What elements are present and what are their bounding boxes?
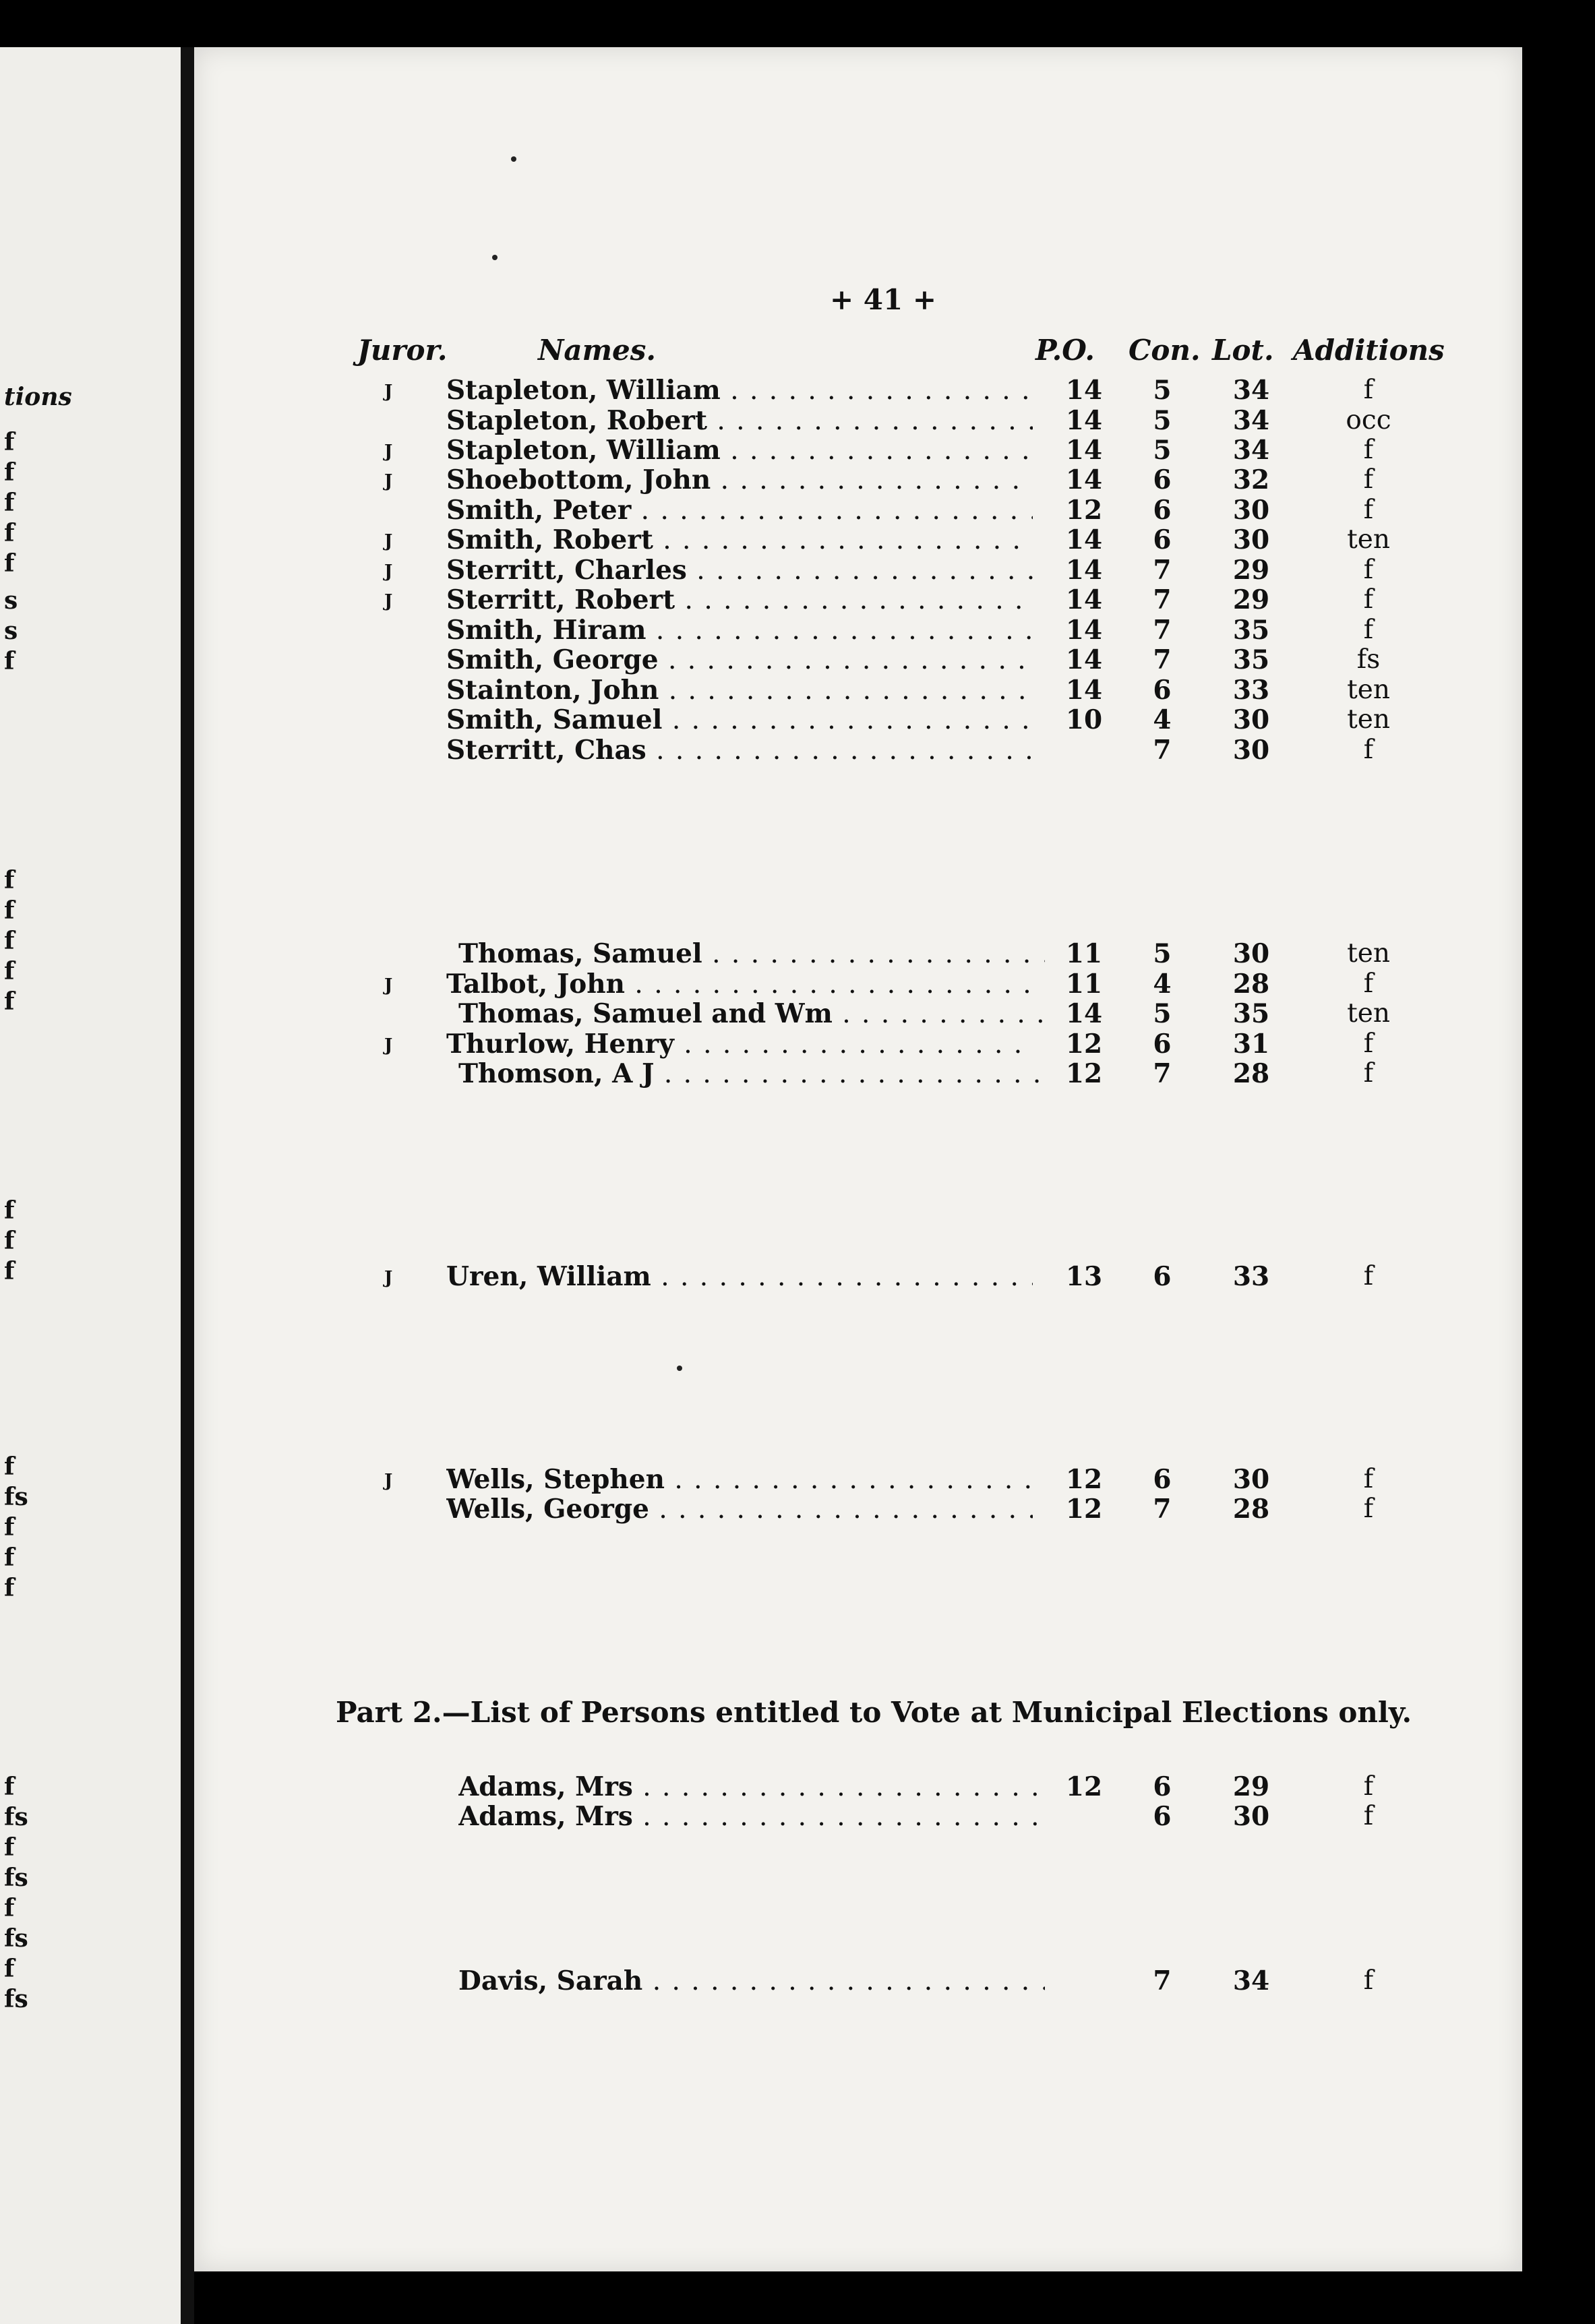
voter-name: Smith, Samuel . . . — [446, 704, 1033, 735]
speck — [511, 156, 516, 162]
table-row — [0, 998, 1595, 1029]
concession: 6 — [1153, 495, 1172, 526]
part2-title: Part 2.—List of Persons entitled to Vote at Municipal Elections only. — [336, 1696, 1412, 1729]
concession: 7 — [1153, 584, 1172, 615]
additions-code: f — [1363, 1771, 1374, 1802]
additions-code: f — [1363, 464, 1374, 495]
post-office: 13 — [1065, 1261, 1103, 1292]
left-page-mark: f — [4, 987, 15, 1016]
juror-mark: J — [384, 1035, 393, 1056]
table-row — [0, 375, 1595, 406]
post-office: 11 — [1065, 938, 1103, 969]
left-page-mark: f — [4, 1955, 15, 1983]
post-office: 14 — [1065, 644, 1103, 675]
table-row — [0, 1965, 1595, 1996]
post-office: 14 — [1065, 615, 1103, 646]
additions-code: f — [1363, 555, 1374, 585]
post-office: 14 — [1065, 998, 1103, 1029]
post-office: 11 — [1065, 969, 1103, 1000]
lot-number: 34 — [1232, 375, 1270, 406]
concession: 6 — [1153, 1771, 1172, 1802]
lot-number: 28 — [1232, 1494, 1270, 1525]
concession: 7 — [1153, 1494, 1172, 1525]
table-row — [0, 464, 1595, 495]
table-row — [0, 1801, 1595, 1832]
additions-code: f — [1363, 969, 1374, 999]
juror-mark: J — [384, 441, 393, 462]
concession: 4 — [1153, 704, 1172, 735]
concession: 6 — [1153, 1029, 1172, 1060]
juror-mark: J — [384, 381, 393, 402]
lot-number: 30 — [1232, 1464, 1270, 1495]
concession: 6 — [1153, 524, 1172, 555]
header-names: Names. — [538, 334, 657, 367]
post-office: 14 — [1065, 524, 1103, 555]
left-page-mark: f — [4, 1833, 15, 1862]
header-con: Con. — [1128, 334, 1201, 367]
lot-number: 29 — [1232, 1771, 1270, 1802]
concession: 5 — [1153, 375, 1172, 406]
left-page-mark: fs — [4, 1483, 28, 1511]
lot-number: 30 — [1232, 495, 1270, 526]
concession: 7 — [1153, 644, 1172, 675]
lot-number: 29 — [1232, 584, 1270, 615]
juror-mark: J — [384, 1268, 393, 1288]
table-row — [0, 1464, 1595, 1495]
voter-name: Smith, Robert . . . — [446, 524, 1033, 555]
speck — [677, 1366, 682, 1371]
additions-code: f — [1363, 584, 1374, 615]
concession: 6 — [1153, 1261, 1172, 1292]
header-additions: Additions — [1293, 334, 1445, 367]
table-row — [0, 435, 1595, 466]
concession: 7 — [1153, 735, 1172, 766]
header-juror: Juror. — [357, 334, 448, 367]
voter-name: Talbot, John . . . — [446, 969, 1033, 1000]
concession: 6 — [1153, 1801, 1172, 1832]
additions-code: ten — [1347, 938, 1390, 969]
left-page-mark: f — [4, 458, 15, 487]
additions-code: f — [1363, 495, 1374, 525]
post-office: 10 — [1065, 704, 1103, 735]
lot-number: 34 — [1232, 1965, 1270, 1996]
left-page-mark: f — [4, 1773, 15, 1801]
left-page-mark: f — [4, 1452, 15, 1481]
left-page-mark: s — [4, 586, 18, 615]
additions-code: f — [1363, 1801, 1374, 1831]
table-row — [0, 555, 1595, 586]
left-page-mark: f — [4, 1227, 15, 1255]
lot-number: 28 — [1232, 1058, 1270, 1089]
table-row — [0, 615, 1595, 646]
lot-number: 29 — [1232, 555, 1270, 586]
table-row — [0, 675, 1595, 706]
left-page-mark: f — [4, 1574, 15, 1602]
voter-name: Wells, Stephen . . . — [446, 1464, 1033, 1495]
left-page-mark: f — [4, 866, 15, 894]
table-row — [0, 495, 1595, 526]
post-office: 12 — [1065, 1029, 1103, 1060]
table-row — [0, 1029, 1595, 1060]
voter-name: Thomson, A J . . . — [458, 1058, 1045, 1089]
lot-number: 30 — [1232, 704, 1270, 735]
lot-number: 35 — [1232, 998, 1270, 1029]
table-row — [0, 704, 1595, 735]
voter-name: Davis, Sarah . . . — [458, 1965, 1045, 1996]
juror-mark: J — [384, 1471, 393, 1491]
left-page-mark: f — [4, 896, 15, 925]
post-office: 12 — [1065, 1771, 1103, 1802]
table-row — [0, 1771, 1595, 1802]
post-office: 14 — [1065, 584, 1103, 615]
left-page-mark: f — [4, 1257, 15, 1285]
additions-code: f — [1363, 735, 1374, 765]
voter-name: Stapleton, William . . . — [446, 375, 1033, 406]
lot-number: 34 — [1232, 435, 1270, 466]
lot-number: 32 — [1232, 464, 1270, 495]
left-page-mark: f — [4, 519, 15, 547]
post-office: 12 — [1065, 1464, 1103, 1495]
concession: 6 — [1153, 675, 1172, 706]
voter-name: Sterritt, Robert . . . — [446, 584, 1033, 615]
table-row — [0, 938, 1595, 969]
additions-code: occ — [1346, 405, 1391, 435]
table-row — [0, 584, 1595, 615]
additions-code: f — [1363, 375, 1374, 405]
lot-number: 33 — [1232, 675, 1270, 706]
juror-mark: J — [384, 471, 393, 491]
post-office: 14 — [1065, 675, 1103, 706]
lot-number: 35 — [1232, 615, 1270, 646]
post-office: 12 — [1065, 495, 1103, 526]
voter-name: Stapleton, William . . . — [446, 435, 1033, 466]
voter-name: Smith, Peter . . . — [446, 495, 1033, 526]
additions-code: f — [1363, 1965, 1374, 1996]
table-row — [0, 405, 1595, 436]
post-office: 14 — [1065, 464, 1103, 495]
voter-name: Smith, George . . . — [446, 644, 1033, 675]
table-row — [0, 1494, 1595, 1525]
concession: 4 — [1153, 969, 1172, 1000]
table-row — [0, 524, 1595, 555]
lot-number: 28 — [1232, 969, 1270, 1000]
post-office: 14 — [1065, 555, 1103, 586]
additions-code: f — [1363, 1261, 1374, 1291]
additions-code: ten — [1347, 998, 1390, 1029]
voter-name: Wells, George . . . — [446, 1494, 1033, 1525]
post-office: 14 — [1065, 375, 1103, 406]
left-page-mark: f — [4, 1894, 15, 1922]
concession: 7 — [1153, 1058, 1172, 1089]
juror-mark: J — [384, 975, 393, 996]
lot-number: 30 — [1232, 735, 1270, 766]
lot-number: 31 — [1232, 1029, 1270, 1060]
juror-mark: J — [384, 531, 393, 551]
additions-code: f — [1363, 1058, 1374, 1089]
additions-code: ten — [1347, 704, 1390, 735]
concession: 7 — [1153, 1965, 1172, 1996]
table-row — [0, 1261, 1595, 1292]
juror-mark: J — [384, 561, 393, 582]
additions-code: f — [1363, 1494, 1374, 1524]
voter-name: Adams, Mrs . . . — [458, 1801, 1045, 1832]
left-page-mark: f — [4, 1543, 15, 1572]
lot-number: 30 — [1232, 524, 1270, 555]
table-row — [0, 969, 1595, 1000]
left-page-mark: f — [4, 927, 15, 955]
additions-code: f — [1363, 1464, 1374, 1494]
voter-name: Thomas, Samuel . . . — [458, 938, 1045, 969]
voter-name: Thurlow, Henry . . . — [446, 1029, 1033, 1060]
post-office: 14 — [1065, 405, 1103, 436]
voter-name: Shoebottom, John . . . — [446, 464, 1033, 495]
voter-name: Adams, Mrs . . . — [458, 1771, 1045, 1802]
concession: 7 — [1153, 555, 1172, 586]
concession: 6 — [1153, 464, 1172, 495]
concession: 5 — [1153, 998, 1172, 1029]
left-page-mark: f — [4, 647, 15, 675]
left-page-mark: fs — [4, 1803, 28, 1831]
speck — [492, 255, 498, 260]
concession: 5 — [1153, 405, 1172, 436]
concession: 5 — [1153, 435, 1172, 466]
header-po: P.O. — [1035, 334, 1095, 367]
additions-code: ten — [1347, 524, 1390, 555]
lot-number: 35 — [1232, 644, 1270, 675]
left-page-mark: f — [4, 1513, 15, 1541]
left-page-mark: f — [4, 549, 15, 578]
lot-number: 30 — [1232, 938, 1270, 969]
table-row — [0, 644, 1595, 675]
left-page-mark: fs — [4, 1924, 28, 1953]
additions-code: fs — [1356, 644, 1381, 675]
voter-name: Stapleton, Robert . . . — [446, 405, 1033, 436]
voter-name: Sterritt, Chas . . . — [446, 735, 1033, 766]
voter-name: Sterritt, Charles . . . — [446, 555, 1033, 586]
page-number: + 41 + — [829, 283, 937, 316]
left-page-mark: s — [4, 617, 18, 645]
voter-name: Stainton, John . . . — [446, 675, 1033, 706]
concession: 7 — [1153, 615, 1172, 646]
voter-name: Uren, William . . . — [446, 1261, 1033, 1292]
left-page-mark: f — [4, 957, 15, 985]
additions-code: f — [1363, 615, 1374, 645]
lot-number: 33 — [1232, 1261, 1270, 1292]
juror-mark: J — [384, 591, 393, 611]
additions-code: f — [1363, 1029, 1374, 1059]
concession: 5 — [1153, 938, 1172, 969]
left-page-mark: f — [4, 489, 15, 517]
lot-number: 34 — [1232, 405, 1270, 436]
lot-number: 30 — [1232, 1801, 1270, 1832]
additions-code: f — [1363, 435, 1374, 465]
post-office: 12 — [1065, 1058, 1103, 1089]
left-page-mark: fs — [4, 1985, 28, 2013]
post-office: 12 — [1065, 1494, 1103, 1525]
left-page-mark: f — [4, 1196, 15, 1225]
additions-code: ten — [1347, 675, 1390, 705]
table-row — [0, 735, 1595, 766]
header-lot: Lot. — [1212, 334, 1274, 367]
voter-name: Thomas, Samuel and Wm . . . — [458, 998, 1045, 1029]
left-page-mark: f — [4, 428, 15, 456]
post-office: 14 — [1065, 435, 1103, 466]
voter-name: Smith, Hiram . . . — [446, 615, 1033, 646]
concession: 6 — [1153, 1464, 1172, 1495]
table-row — [0, 1058, 1595, 1089]
left-header-fragment: tions — [4, 383, 72, 411]
left-page-mark: fs — [4, 1864, 28, 1892]
